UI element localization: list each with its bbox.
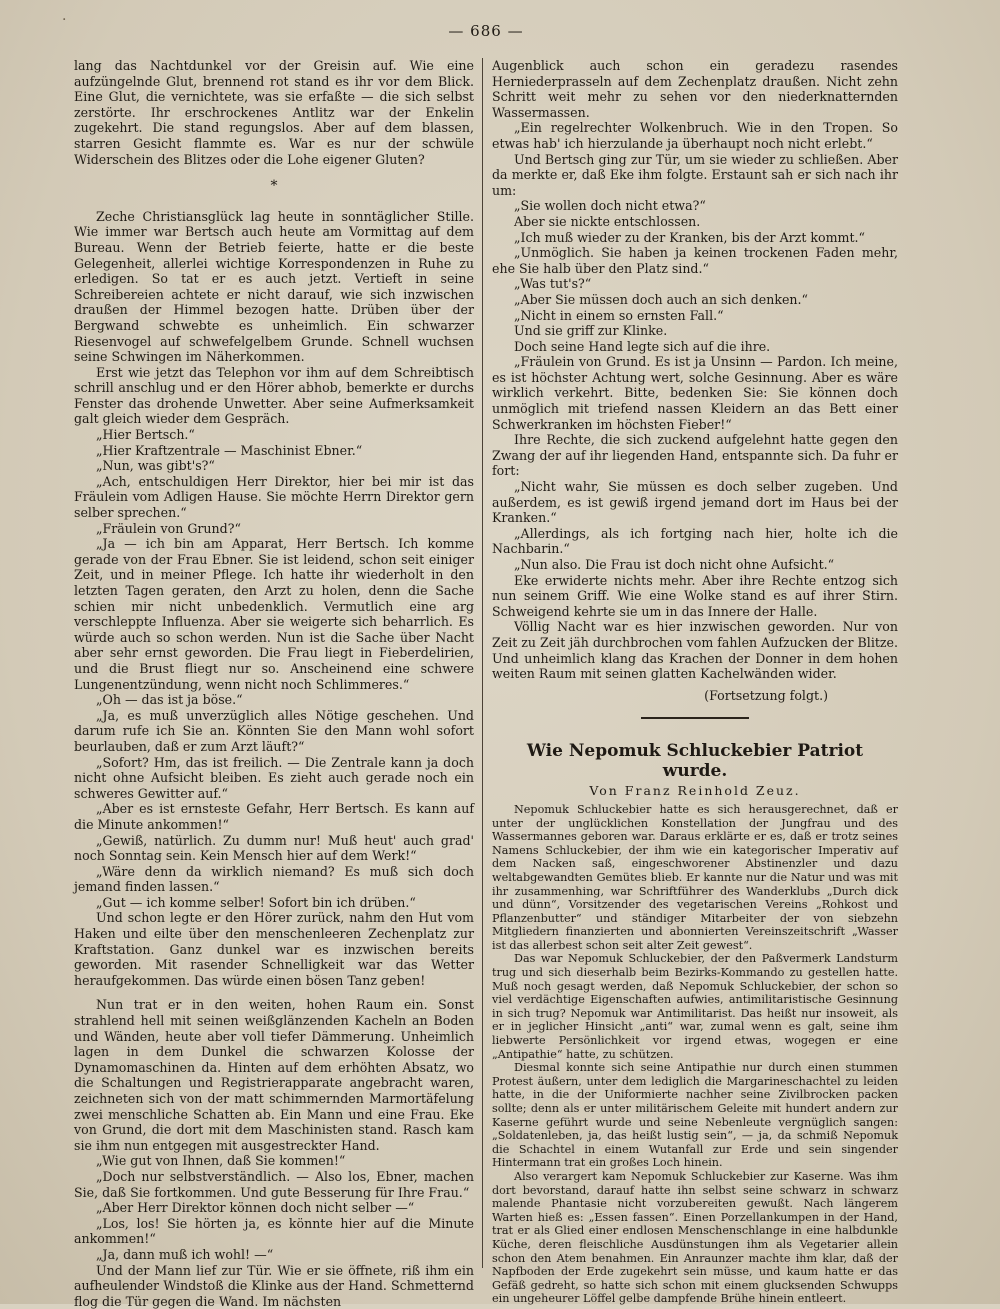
paragraph: Nun trat er in den weiten, hohen Raum ein. Sonst strahlend hell mit seinen weißglänzenden Kacheln an Boden und Wänden, heute aber voll tiefer Dämmerung. Unheimlich lagen in dem Dunkel die schwarzen Kolosse der Dynamomaschinen da. Hinten auf dem erhöhten Absatz, wo die Schaltungen und Registrierapparate angebracht waren, zeichneten sich von der matt schimmernden Marmortäfelung zwei menschliche Schatten ab. Ein Mann und eine Frau. Eke von Grund, die dort mit dem Maschinisten stand. Rasch kam sie ihm nun entgegen mit ausgestreckter Hand. [74,997,474,1153]
dialogue-line: „Gewiß, natürlich. Zu dumm nur! Muß heut' auch grad' noch Sonntag sein. Kein Mensch hier auf dem Werk!“ [74,832,474,864]
dialogue-line: „Unmöglich. Sie haben ja keinen trockenen Faden mehr, ehe Sie halb über den Platz sind.“ [492,245,898,276]
paragraph: Das war Nepomuk Schluckebier, der den Paßvermerk Landsturm trug und sich dieserhalb beim Bezirks-Kommando zu gestellen hatte. Muß noch gesagt werden, daß Nepomuk Schluckebier, der schon so viel verdächtige Eigenschaften aufwies, antimilitaristische Gesinnung in sich trug? Nepomuk war Antimilitarist. Das heißt nur insoweit, als er in jeglicher Hinsicht „anti“ war, zumal wenn es galt, seine ihm liebwerte Persönlichkeit vor irgend etwas, wogegen er eine „Antipathie“ hatte, zu schützen. [492,952,898,1061]
left-column [74,58,474,1309]
dialogue-line: „Nun, was gibt's?“ [96,458,215,474]
continued-note: (Fortsetzung folgt.) [704,687,828,703]
dialogue-line: „Ich muß wieder zu der Kranken, bis der Arzt kommt.“ [514,229,865,245]
dialogue-line: „Ja — ich bin am Apparat, Herr Bertsch. Ich komme gerade von der Frau Ebner. Sie ist leidend, schon seit einiger Zeit, und in meiner Pflege. Ich hatte ihr wiederholt in den letzten Tagen geraten, den Arzt zu holen, denn die Sache schien mir nicht unbedenklich. Vermutlich eine arg verschleppte Influenza. Aber sie weigerte sich beharrlich. Es würde auch so schon werden. Nun ist die Sache über Nacht aber sehr ernst geworden. Die Frau liegt in Fieberdelirien, und die Brust fliegt nur so. Anscheinend eine schwere Lungenentzündung, wenn nicht noch Schlimmeres.“ [74,536,474,692]
dialogue-line: „Aber Sie müssen doch auch an sich denken.“ [514,291,808,307]
paragraph: Nepomuk Schluckebier hatte es sich herausgerechnet, daß er unter der unglücklichen Konstellation der Jungfrau und des Wassermannes geboren war. Daraus erklärte er es, daß er trotz seines Namens Schluckebier, der ihm wie ein kategorischer Imperativ auf dem Nacken saß, eingeschworener Abstinenzler und dazu weltabgewandten Gemütes blieb. Er kannte nur die Natur und was mit ihr zusammenhing, war Schriftführer des Wanderklubs „Durch dick und dünn“, Vorsitzender des vegetarischen Vereins „Rohkost und Pflanzenbutter“ und ständiger Mitarbeiter der von siebzehn Mitgliedern finanzierten und abonnierten Vereinszeitschrift „Wasser ist das allerbest schon seit alter Zeit gewest“. [492,802,898,952]
margin-mark: · [62,12,67,28]
dialogue-line: „Sofort? Hm, das ist freilich. — Die Zentrale kann ja doch nicht ohne Aufsicht bleiben. Es zieht auch gerade noch ein schweres Gewitter auf.“ [74,754,474,801]
story-byline: Von Franz Reinhold Zeuz. [589,783,801,799]
paragraph: Erst wie jetzt das Telephon vor ihm auf dem Schreibtisch schrill anschlug und er den Hörer abhob, bemerkte er durchs Fenster das drohende Unwetter. Aber seine Aufmerksamkeit galt gleich wieder dem Gespräch. [74,364,474,427]
story-body [492,803,898,1306]
section-separator: * [270,178,278,195]
dialogue-line: „Doch nur selbstverständlich. — Also los, Ebner, machen Sie, daß Sie fortkommen. Und gute Besserung für Ihre Frau.“ [74,1168,474,1200]
right-column [492,58,898,1306]
dialogue-line: „Oh — das ist ja böse.“ [96,692,243,708]
dialogue-line: „Wie gut von Ihnen, daß Sie kommen!“ [96,1153,346,1169]
dialogue-line: „Los, los! Sie hörten ja, es könnte hier auf die Minute ankommen!“ [74,1215,474,1247]
story-title: Wie Nepomuk Schluckebier Patriot wurde. [526,741,864,782]
dialogue-line: „Ja, dann muß ich wohl! —“ [96,1246,274,1262]
article-divider [641,717,749,719]
dialogue-line: „Aber es ist ernsteste Gefahr, Herr Bertsch. Es kann auf die Minute ankommen!“ [74,801,474,832]
dialogue-line: „Ach, entschuldigen Herr Direktor, hier bei mir ist das Fräulein vom Adligen Hause. Sie möchte Herrn Direktor gern selber sprechen.“ [74,473,474,521]
paragraph: Und sie griff zur Klinke. [514,323,668,339]
paragraph: Völlig Nacht war es hier inzwischen geworden. Nur von Zeit zu Zeit jäh durchbrochen vom fahlen Aufzucken der Blitze. Und unheimlich klang das Krachen der Donner in dem hohen weiten Raum mit seinen glatten Kachelwänden wider. [492,619,899,682]
dialogue-line: „Hier Bertsch.“ [96,427,195,443]
dialogue-line: „Ja, es muß unverzüglich alles Nötige geschehen. Und darum rufe ich Sie an. Könnten Sie den Mann wohl sofort beurlauben, daß er zum Arzt läuft?“ [74,707,474,754]
dialogue-line: „Fräulein von Grund?“ [96,520,241,536]
dialogue-line: „Gut — ich komme selber! Sofort bin ich drüben.“ [96,894,416,910]
paragraph: Zeche Christiansglück lag heute in sonntäglicher Stille. Wie immer war Bertsch auch heute am Vormittag auf dem Bureau. Wenn der Betrieb feierte, hatte er die beste Gelegenheit, allerlei wichtige Korrespondenzen in Ruhe zu erledigen. So tat er es auch jetzt. Vertieft in seine Schreibereien achtete er nicht darauf, wie sich inzwischen draußen der Himmel bezogen hatte. Drüben über der Bergwand schwebte es unheimlich. Ein schwarzer Riesenvogel auf schwefelgelbem Grunde. Schnell wuchsen seine Schwingen im Näherkommen. [74,208,474,365]
paragraph: Und der Mann lief zur Tür. Wie er sie öffnete, riß ihm ein aufheulender Windstoß die Klinke aus der Hand. Schmetternd flog die Tür gegen die Wand. Im nächsten [74,1262,474,1309]
dialogue-line: „Nicht in einem so ernsten Fall.“ [514,307,724,323]
paragraph: Aber sie nickte entschlossen. [514,213,701,229]
paragraph: Und schon legte er den Hörer zurück, nahm den Hut vom Haken und eilte über den menschenleeren Zechenplatz zur Kraftstation. Ganz dunkel war es inzwischen bereits geworden. Mit rasender Schnelligkeit war das Wetter heraufgekommen. Das würde einen bösen Tanz geben! [74,910,474,988]
dialogue-line: „Nun also. Die Frau ist doch nicht ohne Aufsicht.“ [514,557,835,572]
dialogue-line: „Sie wollen doch nicht etwa?“ [514,198,706,214]
paragraph: Diesmal konnte sich seine Antipathie nur durch einen stummen Protest äußern, unter dem lediglich die Margarineschachtel zu leiden hatte, in die der Uniformierte nachher seine Zivilbrocken packen sollte; denn als er unter militärischem Geleite mit hundert andern zur Kaserne geführt wurde und seine Nebenleute vergnüglich sangen: „Soldatenleben, ja, das heißt lustig sein“, — ja, da schmiß Nepomuk die Schachtel in einem Wutanfall zur Erde und sein singender Hintermann trat ein großes Loch hinein. [492,1061,898,1170]
column-rule [482,58,483,1268]
dialogue-line: „Fräulein von Grund. Es ist ja Unsinn — Pardon. Ich meine, es ist höchster Achtung wert, solche Gesinnung. Aber es wäre wirklich verkehrt. Bitte, bedenken Sie: Sie können doch unmöglich mit triefend nassen Kleidern an das Bett einer Schwerkranken im höchsten Fieber!“ [492,354,898,432]
dialogue-line: „Was tut's?“ [514,276,592,292]
dialogue-line: „Wäre denn da wirklich niemand? Es muß sich doch jemand finden lassen.“ [74,863,474,895]
paragraph: Also verargert kam Nepomuk Schluckebier zur Kaserne. Was ihm dort bevorstand, darauf hatte ihn selbst seine schwarz in schwarz malende Phantasie nicht vorzubereiten gewußt. Nach längerem Warten hieß es: „Essen fassen“. Einen Porzellankumpen in der Hand, trat er als Glied einer endlosen Menschenschlange in eine halbdunkle Küche, deren fleischliche Ausdünstungen ihm als Vegetarier allein schon den Atem benahmen. Ein Anraunzer machte ihm klar, daß der Napfboden der Erde zugekehrt sein müsse, und kaum hatte er das Gefäß gedreht, so hatte sich schon mit einem glucksenden Schwupps ein ungeheurer Löffel gelbe dampfende Brühe hinein entleert. [492,1169,898,1306]
dialogue-line: „Allerdings, als ich fortging nach hier, holte ich die Nachbarin.“ [492,525,898,557]
paragraph: lang das Nachtdunkel vor der Greisin auf. Wie eine aufzüngelnde Glut, brennend rot stand es ihr vor dem Blick. Eine Glut, die vernichtete, was sie erfaßte — die sich selbst zerstörte. Ihr erschrockenes Antlitz war der Enkelin zugekehrt. Die stand regungslos. Aber auf dem blassen, starren Gesicht flammte es. War es nur der schwüle Widerschein des Blitzes oder die Lohe eigener Gluten? [74,58,474,167]
dialogue-line: „Ein regelrechter Wolkenbruch. Wie in den Tropen. So etwas hab' ich hierzulande ja überhaupt noch nicht erlebt.“ [492,120,898,151]
dialogue-line: „Aber Herr Direktor können doch nicht selber —“ [96,1200,415,1216]
dialogue-line: „Nicht wahr, Sie müssen es doch selber zugeben. Und außerdem, es ist gewiß irgend jemand dort im Haus bei der Kranken.“ [492,479,898,526]
paragraph: Eke erwiderte nichts mehr. Aber ihre Rechte entzog sich nun seinem Griff. Wie eine Wolke stand es auf ihrer Stirn. Schweigend kehrte sie um in das Innere der Halle. [492,572,898,619]
paragraph: Ihre Rechte, die sich zuckend aufgelehnt hatte gegen den Zwang der auf ihr liegenden Hand, entspannte sich. Da fuhr er fort: [492,432,898,479]
page-number: — 686 — [448,22,524,40]
paragraph: Augenblick auch schon ein geradezu rasendes Herniederprasseln auf dem Zechenplatz draußen. Nicht zehn Schritt weit mehr zu sehen vor den niederknatternden Wassermassen. [492,58,898,120]
paragraph: Und Bertsch ging zur Tür, um sie wieder zu schließen. Aber da merkte er, daß Eke ihm folgte. Erstaunt sah er sich nach ihr um: [492,151,898,198]
paragraph: Doch seine Hand legte sich auf die ihre. [514,338,771,354]
dialogue-line: „Hier Kraftzentrale — Maschinist Ebner.“ [96,442,363,458]
